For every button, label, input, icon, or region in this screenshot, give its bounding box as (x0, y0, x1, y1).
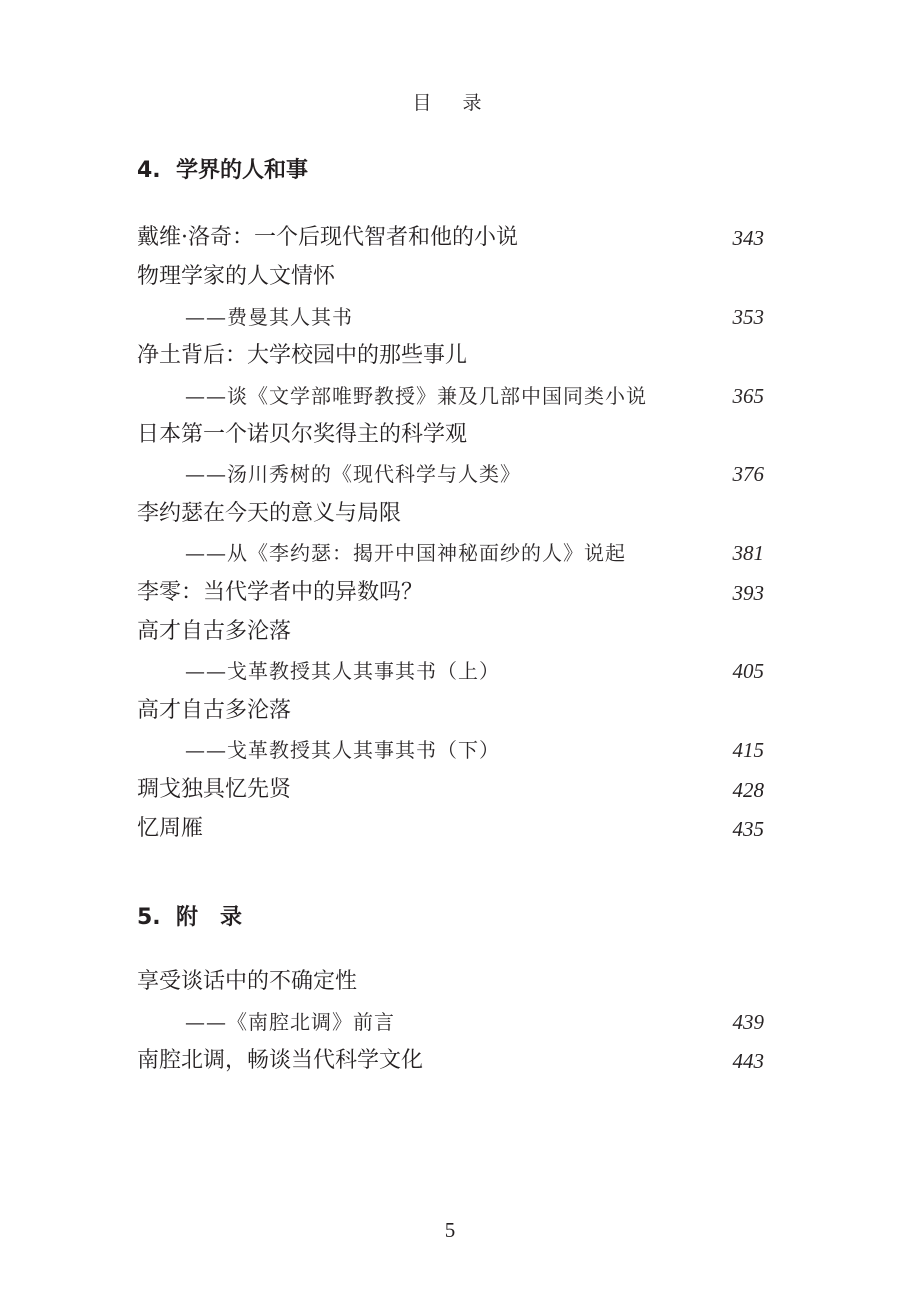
toc-entry-title: 净土背后：大学校园中的那些事儿 (137, 343, 468, 369)
toc-page-number: 393 (732, 580, 764, 605)
toc-page-number: 415 (732, 738, 764, 763)
page-title: 目 录 (412, 92, 488, 114)
toc-page-number: 405 (732, 659, 764, 684)
toc-entry-line (137, 696, 764, 726)
toc-subtitle-line (185, 735, 764, 765)
toc-entry-title: 享受谈话中的不确定性 (137, 969, 358, 994)
toc-subtitle-text: ——从《李约瑟：揭开中国神秘面纱的人》说起 (185, 541, 626, 566)
toc-entry-line (137, 262, 764, 292)
toc-page-number: 365 (732, 383, 764, 408)
toc-entry-title: 李约瑟在今天的意义与局限 (137, 500, 402, 526)
toc-entry-title: 琱戈独具忆先贤 (137, 776, 292, 802)
toc-subtitle-line (185, 381, 764, 411)
toc-page-number: 435 (732, 817, 764, 841)
toc-entry-title: 戴维·洛奇：一个后现代智者和他的小说 (137, 225, 518, 250)
toc-entry-line (137, 499, 764, 529)
toc-page-number: 376 (732, 462, 764, 487)
toc-entry-title: 物理学家的人文情怀 (137, 264, 336, 290)
toc-subtitle-line (185, 1007, 764, 1037)
toc-entry-line (137, 967, 764, 997)
toc-subtitle-line (185, 538, 764, 568)
toc-subtitle-line (185, 459, 764, 489)
toc-entry-title: 高才自古多沦落 (137, 697, 292, 723)
toc-page-number: 443 (732, 1049, 764, 1073)
toc-entry-title: 忆周雁 (137, 816, 204, 841)
toc-entry-line (137, 814, 764, 844)
toc-subtitle-text: ——戈革教授其人其事其书（下） (185, 738, 500, 763)
toc-subtitle-text: ——谈《文学部唯野教授》兼及几部中国同类小说 (185, 383, 647, 408)
toc-page-number: 428 (732, 777, 764, 802)
toc-entry-line (137, 578, 764, 608)
toc-subtitle-text: ——汤川秀树的《现代科学与人类》 (185, 462, 521, 487)
page-number: 5 (444, 1218, 456, 1242)
section-heading: 5. 附 录 (137, 905, 242, 930)
toc-page-number: 353 (732, 304, 764, 329)
toc-entry-title: 高才自古多沦落 (137, 619, 292, 644)
toc-page-number: 343 (732, 226, 764, 250)
section-heading: 4. 学界的人和事 (137, 158, 308, 183)
toc-entry-line (137, 341, 764, 371)
toc-entry-line (137, 617, 764, 647)
toc-entry-line (137, 775, 764, 805)
toc-page-number: 439 (732, 1009, 764, 1034)
toc-subtitle-text: ——戈革教授其人其事其书（上） (185, 659, 500, 684)
toc-entry-line (137, 223, 764, 253)
toc-page-number: 381 (732, 541, 764, 566)
toc-entry-title: 日本第一个诺贝尔奖得主的科学观 (137, 422, 468, 447)
toc-subtitle-text: ——《南腔北调》前言 (185, 1009, 395, 1034)
toc-subtitle-line (185, 656, 764, 686)
toc-entry-line (137, 420, 764, 450)
toc-subtitle-line (185, 302, 764, 332)
toc-subtitle-text: ——费曼其人其书 (185, 304, 353, 329)
toc-entry-title: 南腔北调，畅谈当代科学文化 (137, 1048, 424, 1073)
toc-entry-line (137, 1046, 764, 1076)
toc-entry-title: 李零：当代学者中的异数吗？ (137, 579, 424, 605)
